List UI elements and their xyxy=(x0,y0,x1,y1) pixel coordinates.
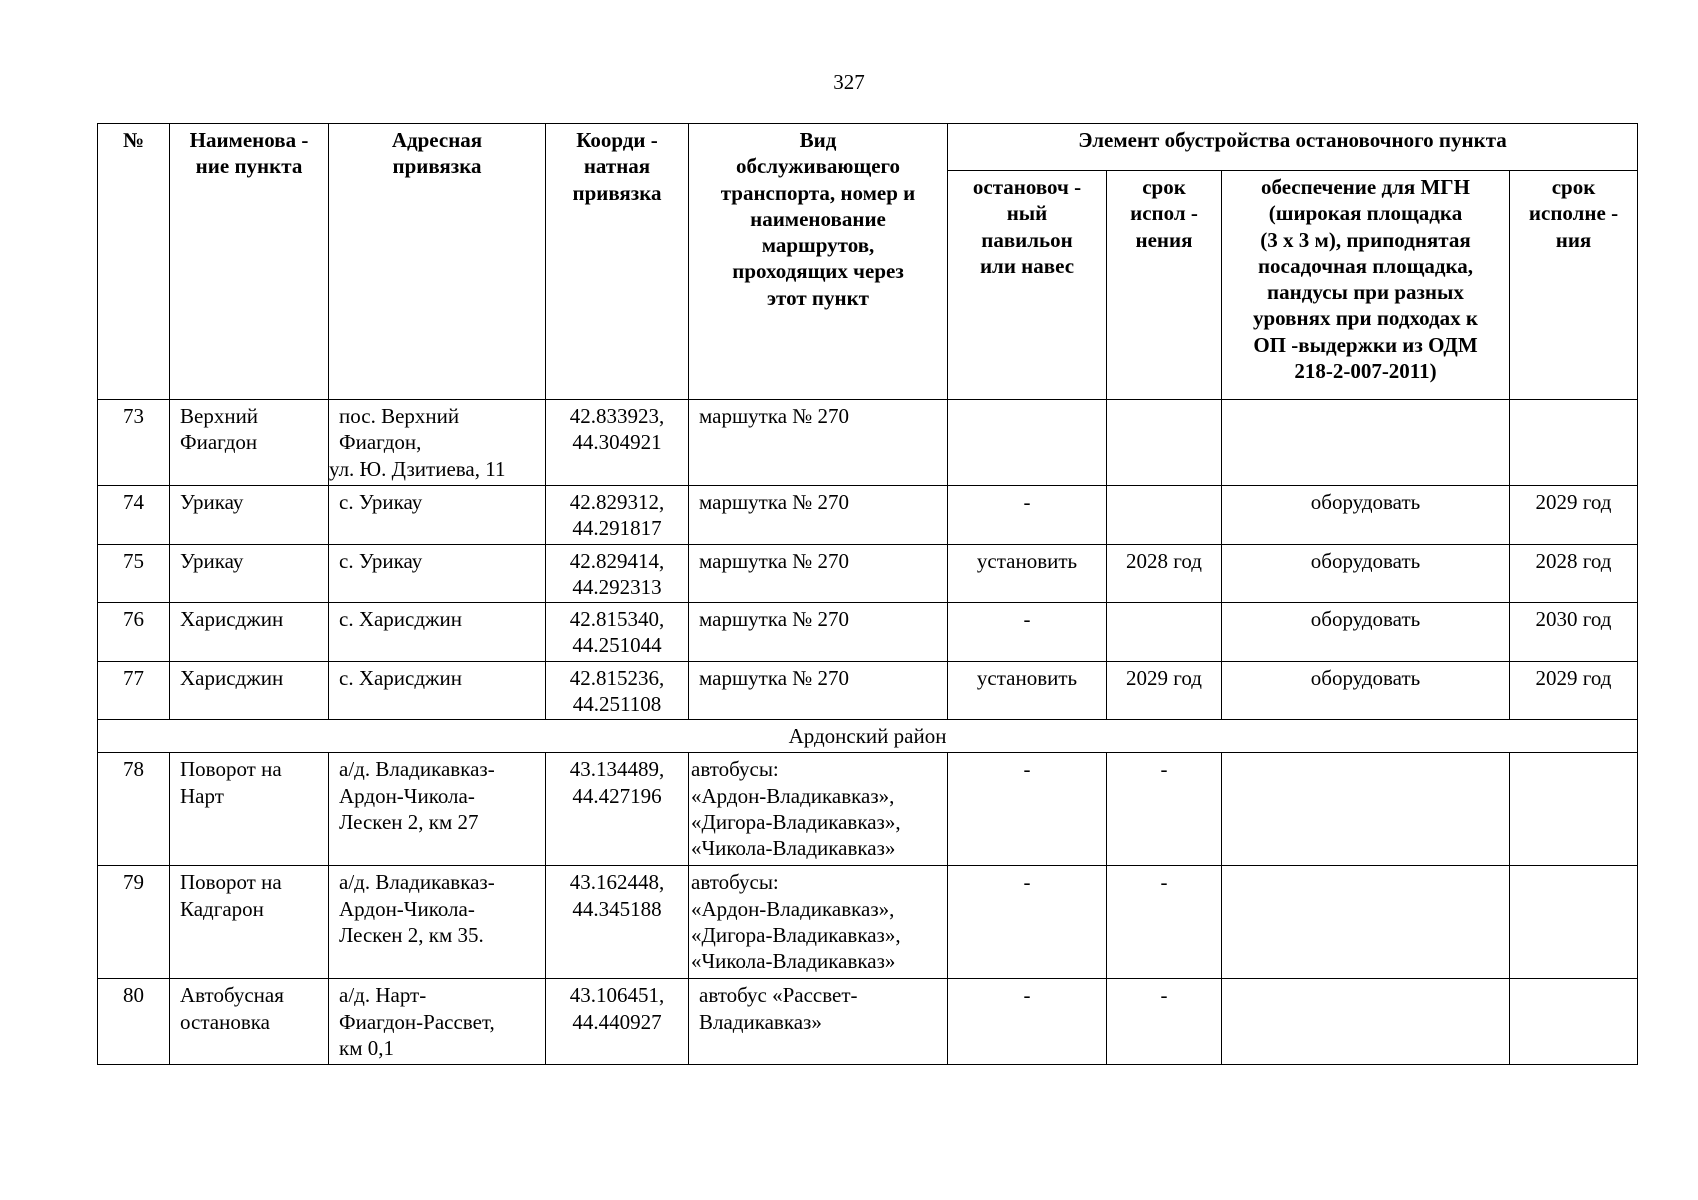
header-term2 xyxy=(1510,171,1638,400)
cell-route xyxy=(689,866,948,979)
text-line: ный xyxy=(1006,201,1048,226)
text-line: Урикау xyxy=(180,548,244,573)
cell-name xyxy=(170,486,329,545)
header-element-group: Элемент обустройства остановочного пункта xyxy=(948,124,1638,171)
cell-route xyxy=(689,400,948,486)
text-line: 44.427196 xyxy=(572,783,662,808)
cell-address xyxy=(329,753,546,866)
header-coordinates xyxy=(546,124,689,400)
text-line: маршутка № 270 xyxy=(699,665,850,690)
text-line: «Чикола-Владикавказ» xyxy=(691,949,896,973)
cell-address xyxy=(329,979,546,1065)
cell-coordinates xyxy=(546,400,689,486)
text-line: срок xyxy=(1551,175,1596,199)
cell-num: 78 xyxy=(98,753,170,866)
cell-term1: - xyxy=(1107,866,1222,979)
cell-coordinates xyxy=(546,486,689,545)
cell-mgn xyxy=(1222,979,1510,1065)
table-row xyxy=(98,400,1638,486)
cell-num: 79 xyxy=(98,866,170,979)
cell-pavilion: установить xyxy=(948,661,1107,720)
text-line: км 0,1 xyxy=(339,1035,394,1060)
text-line: маршутка № 270 xyxy=(699,607,850,631)
cell-pavilion: - xyxy=(948,603,1107,662)
cell-term2 xyxy=(1510,753,1638,866)
cell-name xyxy=(170,603,329,662)
text-line: привязка xyxy=(392,154,482,179)
text-line: Фиагдон-Рассвет, xyxy=(339,1009,495,1034)
text-line: наименование xyxy=(750,206,886,231)
cell-name xyxy=(170,661,329,720)
cell-term2: 2028 год xyxy=(1510,544,1638,603)
cell-mgn xyxy=(1222,753,1510,866)
cell-mgn xyxy=(1222,400,1510,486)
section-title: Ардонский район xyxy=(98,720,1638,753)
text-line: или навес xyxy=(979,253,1075,278)
text-line: автобусы: xyxy=(691,870,779,895)
cell-name xyxy=(170,753,329,866)
text-line: 42.833923, xyxy=(569,404,665,428)
text-line: Верхний xyxy=(180,404,259,428)
table-header xyxy=(98,124,1638,400)
cell-coordinates xyxy=(546,979,689,1065)
text-line: Лескен 2, км 35. xyxy=(339,922,484,947)
text-line: 42.815236, xyxy=(569,665,665,690)
text-line: 44.440927 xyxy=(572,1009,662,1034)
cell-pavilion: - xyxy=(948,486,1107,545)
cell-pavilion: установить xyxy=(948,544,1107,603)
cell-term1 xyxy=(1107,603,1222,662)
text-line: остановоч - xyxy=(972,175,1082,199)
text-line: с. Харисджин xyxy=(339,607,463,631)
cell-route xyxy=(689,661,948,720)
text-line: этот пункт xyxy=(766,285,870,310)
header-mgn xyxy=(1222,171,1510,400)
text-line: 44.251044 xyxy=(572,633,662,658)
text-line: Наименова - xyxy=(189,128,309,152)
text-line: Вид xyxy=(799,128,837,152)
text-line: «Ардон-Владикавказ», xyxy=(691,783,895,808)
text-line: автобус «Рассвет- xyxy=(699,983,858,1008)
text-line: остановка xyxy=(180,1009,270,1034)
page-number: 327 xyxy=(833,70,865,94)
text-line: пандусы при разных xyxy=(1267,280,1464,304)
text-line: 44.251108 xyxy=(572,691,662,716)
text-line: Ардон-Чикола- xyxy=(339,783,475,808)
text-line: а/д. Нарт- xyxy=(339,983,427,1008)
cell-term1: - xyxy=(1107,753,1222,866)
cell-term2: 2030 год xyxy=(1510,603,1638,662)
text-line: проходящих через xyxy=(732,259,904,284)
text-line: (широкая площадка xyxy=(1268,201,1463,226)
text-line: срок xyxy=(1142,175,1186,199)
text-line: Фиагдон xyxy=(180,430,258,455)
cell-mgn: оборудовать xyxy=(1222,544,1510,603)
header-name xyxy=(170,124,329,400)
cell-pavilion: - xyxy=(948,866,1107,979)
cell-num: 75 xyxy=(98,544,170,603)
text-line: натная xyxy=(583,154,651,179)
cell-name xyxy=(170,979,329,1065)
text-line: исполне - xyxy=(1528,201,1619,226)
text-line: 42.829414, xyxy=(569,548,665,573)
cell-num: 76 xyxy=(98,603,170,662)
table-row xyxy=(98,544,1638,603)
cell-term2: 2029 год xyxy=(1510,486,1638,545)
cell-term1: 2029 год xyxy=(1107,661,1222,720)
cell-pavilion: - xyxy=(948,979,1107,1065)
header-pavilion xyxy=(948,171,1107,400)
cell-name xyxy=(170,400,329,486)
header-address xyxy=(329,124,546,400)
cell-num: 73 xyxy=(98,400,170,486)
text-line: Харисджин xyxy=(180,665,284,690)
cell-route xyxy=(689,603,948,662)
text-line: транспорта, номер и xyxy=(720,180,916,205)
cell-term1 xyxy=(1107,400,1222,486)
text-line: автобусы: xyxy=(691,757,779,782)
table-row xyxy=(98,603,1638,662)
cell-term1 xyxy=(1107,486,1222,545)
cell-address xyxy=(329,486,546,545)
text-line: Поворот на xyxy=(180,757,282,782)
cell-term1: - xyxy=(1107,979,1222,1065)
text-line: ния xyxy=(1555,227,1592,252)
cell-route xyxy=(689,486,948,545)
text-line: Фиагдон, xyxy=(339,430,422,455)
text-line: 42.829312, xyxy=(569,490,665,514)
cell-route xyxy=(689,544,948,603)
text-line: маршутка № 270 xyxy=(699,490,850,514)
text-line: 43.162448, xyxy=(569,870,665,895)
text-line: Ардон-Чикола- xyxy=(339,896,475,921)
text-line: 43.106451, xyxy=(569,983,665,1008)
cell-coordinates xyxy=(546,603,689,662)
cell-num: 80 xyxy=(98,979,170,1065)
text-line: посадочная площадка, xyxy=(1257,253,1474,278)
cell-address xyxy=(329,661,546,720)
text-line: Нарт xyxy=(180,783,224,808)
text-line: Урикау xyxy=(180,490,244,514)
cell-term2 xyxy=(1510,979,1638,1065)
text-line: 44.291817 xyxy=(572,516,662,541)
text-line: Адресная xyxy=(391,128,483,152)
cell-term2 xyxy=(1510,866,1638,979)
cell-route xyxy=(689,753,948,866)
text-line: «Дигора-Владикавказ», xyxy=(691,809,901,834)
table-row xyxy=(98,979,1638,1065)
header-transport xyxy=(689,124,948,400)
cell-mgn: оборудовать xyxy=(1222,603,1510,662)
text-line: «Ардон-Владикавказ», xyxy=(691,896,895,921)
cell-mgn xyxy=(1222,866,1510,979)
cell-coordinates xyxy=(546,866,689,979)
cell-coordinates xyxy=(546,544,689,603)
table-body-a xyxy=(98,400,1638,720)
text-line: 218-2-007-2011) xyxy=(1294,358,1437,383)
cell-coordinates xyxy=(546,661,689,720)
cell-num: 77 xyxy=(98,661,170,720)
table-section xyxy=(98,720,1638,753)
text-line: обеспечение для МГН xyxy=(1261,175,1470,199)
text-line: Коорди - xyxy=(576,128,658,152)
cell-term2: 2029 год xyxy=(1510,661,1638,720)
text-line: Поворот на xyxy=(180,870,282,895)
text-line: Кадгарон xyxy=(180,896,264,921)
text-line: 44.304921 xyxy=(572,430,662,455)
text-line: ОП -выдержки из ОДМ xyxy=(1253,332,1478,357)
text-line: «Чикола-Владикавказ» xyxy=(691,836,896,860)
text-line: пос. Верхний xyxy=(339,404,460,428)
cell-pavilion: - xyxy=(948,753,1107,866)
text-line: маршутка № 270 xyxy=(699,404,850,428)
cell-address xyxy=(329,866,546,979)
text-line: испол - xyxy=(1130,201,1198,226)
cell-address xyxy=(329,603,546,662)
text-line: маршутка № 270 xyxy=(699,548,850,573)
text-line: а/д. Владикавказ- xyxy=(339,757,495,782)
table-row xyxy=(98,866,1638,979)
cell-mgn: оборудовать xyxy=(1222,486,1510,545)
cell-coordinates xyxy=(546,753,689,866)
text-line: 43.134489, xyxy=(569,757,665,782)
table-row xyxy=(98,661,1638,720)
text-line: нения xyxy=(1135,227,1193,252)
text-line: Автобусная xyxy=(180,983,284,1008)
table-body-b xyxy=(98,753,1638,1065)
header-num: № xyxy=(98,124,170,400)
cell-name xyxy=(170,544,329,603)
text-line: обслуживающего xyxy=(735,154,901,179)
cell-num: 74 xyxy=(98,486,170,545)
text-line: Лескен 2, км 27 xyxy=(339,809,479,834)
text-line: с. Харисджин xyxy=(339,665,463,690)
text-line: маршрутов, xyxy=(761,233,875,257)
cell-address xyxy=(329,544,546,603)
text-line: с. Урикау xyxy=(339,490,423,514)
table-row xyxy=(98,753,1638,866)
table-row xyxy=(98,486,1638,545)
cell-term1: 2028 год xyxy=(1107,544,1222,603)
cell-address xyxy=(329,400,546,486)
text-line: с. Урикау xyxy=(339,548,423,573)
text-line: павильон xyxy=(981,227,1073,252)
text-line: а/д. Владикавказ- xyxy=(339,870,495,895)
text-line: ул. Ю. Дзитиева, 11 xyxy=(329,456,506,481)
bus-stops-table xyxy=(97,123,1638,1065)
text-line: уровнях при подходах к xyxy=(1252,306,1479,331)
text-line: (3 х 3 м), приподнятая xyxy=(1260,227,1471,252)
text-line: 44.292313 xyxy=(572,574,662,599)
text-line: ние пункта xyxy=(195,154,303,179)
text-line: 44.345188 xyxy=(572,896,662,921)
text-line: 42.815340, xyxy=(569,607,665,631)
cell-route xyxy=(689,979,948,1065)
text-line: Харисджин xyxy=(180,607,284,631)
cell-mgn: оборудовать xyxy=(1222,661,1510,720)
text-line: Владикавказ» xyxy=(699,1009,822,1034)
header-term1 xyxy=(1107,171,1222,400)
text-line: «Дигора-Владикавказ», xyxy=(691,922,901,947)
cell-name xyxy=(170,866,329,979)
cell-pavilion xyxy=(948,400,1107,486)
cell-term2 xyxy=(1510,400,1638,486)
text-line: привязка xyxy=(572,180,662,205)
